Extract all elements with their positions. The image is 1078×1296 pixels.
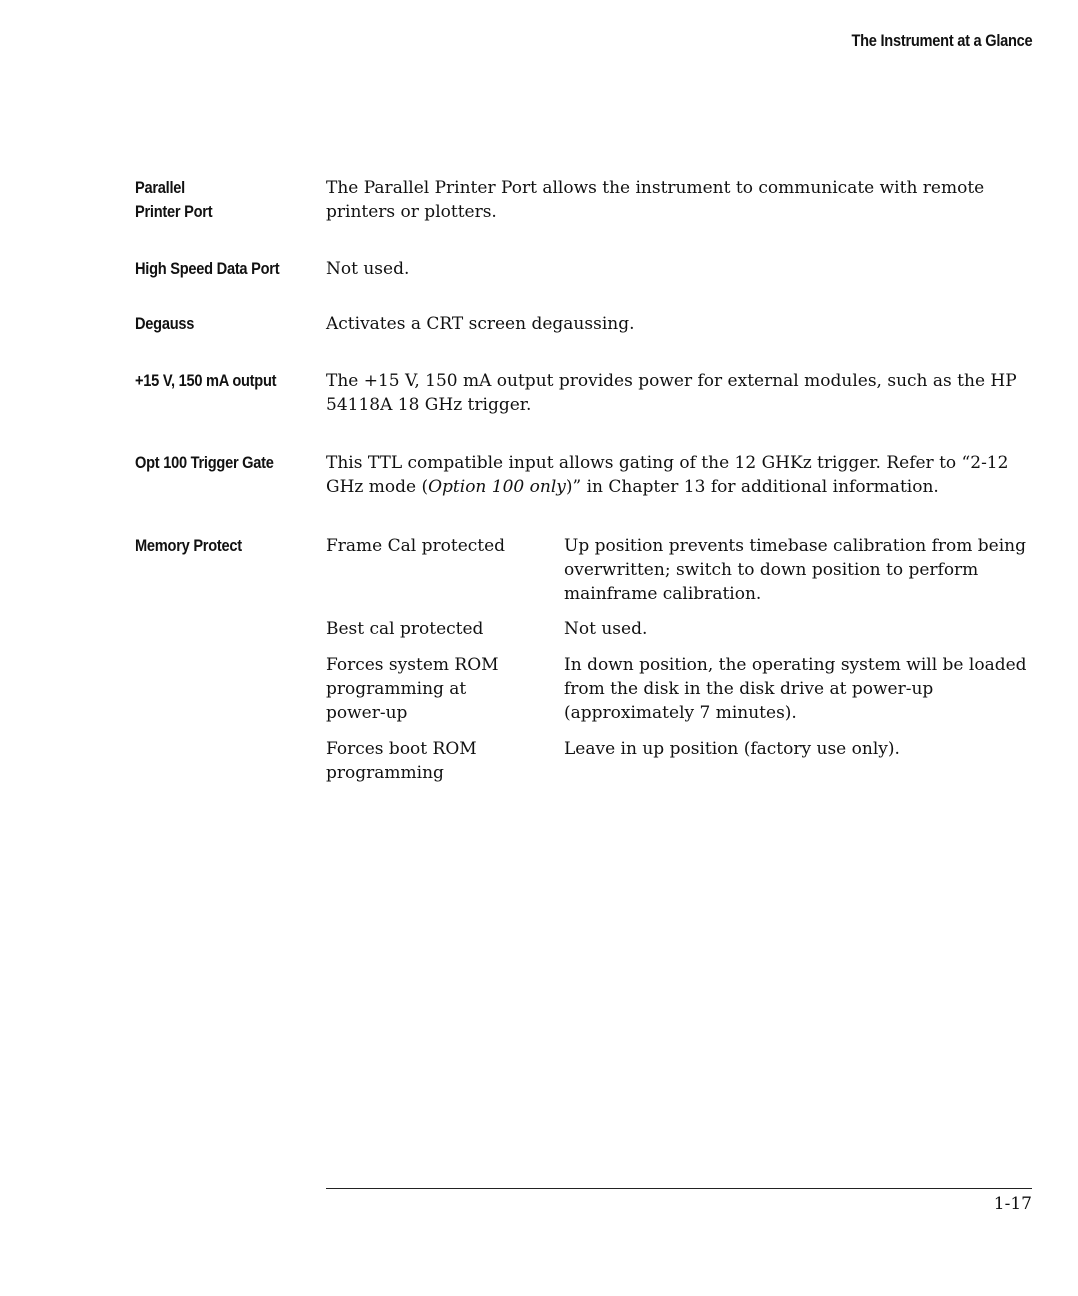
high-speed-data-port-description: Not used. bbox=[326, 259, 410, 279]
label-line: Parallel bbox=[135, 178, 185, 197]
memory-switch-description: Up position prevents timebase calibration from being overwritten; switch to down position to perform mainframe calibration. bbox=[564, 536, 1026, 604]
memory-switch-name: Best cal protected bbox=[326, 619, 484, 639]
memory-protect-label: Memory Protect bbox=[135, 536, 242, 555]
trigger-gate-text-italic: Option 100 only bbox=[428, 477, 566, 497]
parallel-printer-port-description: The Parallel Printer Port allows the instrument to communicate with remote printers or plotters. bbox=[326, 178, 985, 222]
memory-switch-description: Not used. bbox=[564, 619, 648, 639]
memory-switch-description: In down position, the operating system will be loaded from the disk in the disk drive at power-up (approximately 7 minutes). bbox=[564, 655, 1027, 723]
label-line: Printer Port bbox=[135, 202, 213, 221]
footer-rule bbox=[326, 1188, 1032, 1189]
power-output-description: The +15 V, 150 mA output provides power for external modules, such as the HP 54118A 18 GHz trigger. bbox=[326, 371, 1017, 415]
memory-switch-name: Forces system ROM programming at power-up bbox=[326, 655, 499, 723]
degauss-label: Degauss bbox=[135, 314, 195, 333]
trigger-gate-description bbox=[326, 451, 1032, 499]
page-number: 1-17 bbox=[993, 1194, 1032, 1214]
power-output-label: +15 V, 150 mA output bbox=[135, 371, 277, 390]
high-speed-data-port-label: High Speed Data Port bbox=[135, 259, 280, 278]
trigger-gate-text-before: This TTL compatible input allows gating of the 12 GHKz trigger. Refer to “2-12 GHz mode ( bbox=[326, 453, 1009, 497]
memory-switch-description: Leave in up position (factory use only). bbox=[564, 739, 900, 759]
running-header: The Instrument at a Glance bbox=[851, 31, 1032, 50]
trigger-gate-text-after: )” in Chapter 13 for additional information. bbox=[565, 477, 939, 497]
memory-switch-name: Forces boot ROM programming bbox=[326, 739, 477, 783]
memory-switch-name: Frame Cal protected bbox=[326, 536, 506, 556]
parallel-printer-port-label bbox=[135, 176, 212, 224]
trigger-gate-label: Opt 100 Trigger Gate bbox=[135, 453, 274, 472]
degauss-description: Activates a CRT screen degaussing. bbox=[326, 314, 635, 334]
